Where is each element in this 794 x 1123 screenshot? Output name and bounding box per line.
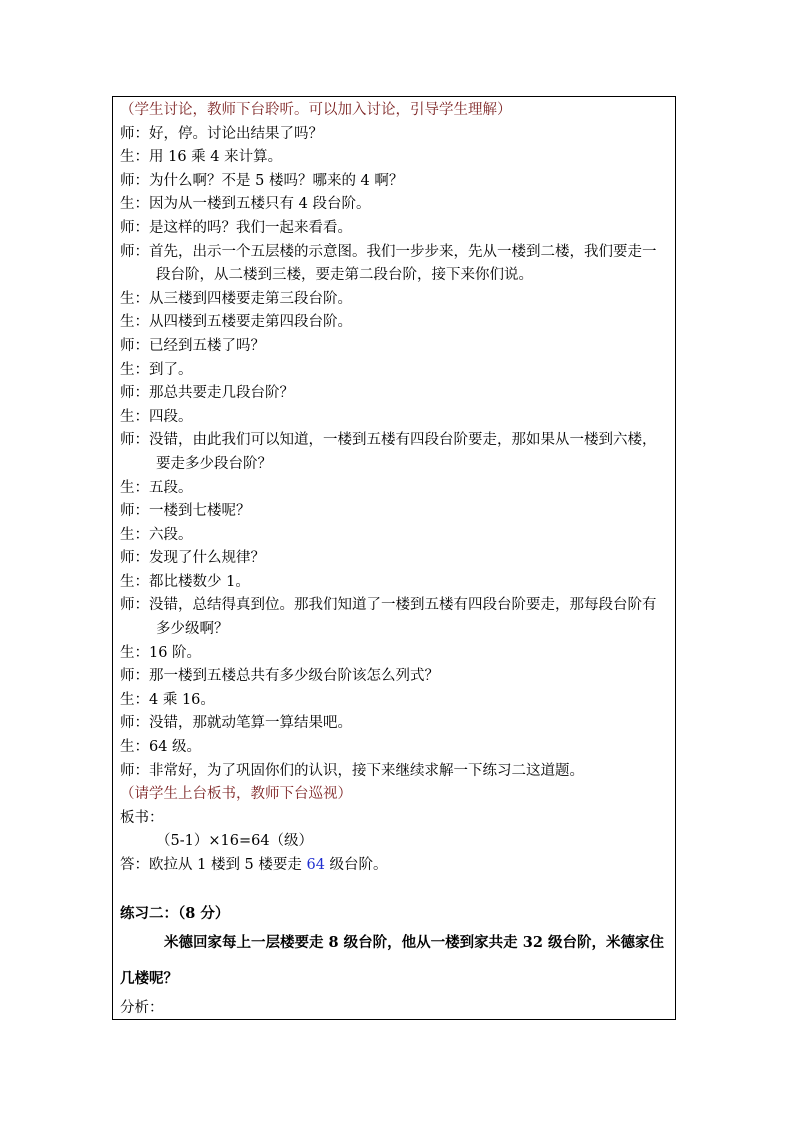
dialogue-line: （5-1）×16=64（级） bbox=[156, 833, 314, 850]
dialogue-line: 生：4 乘 16。 bbox=[120, 691, 215, 708]
dialogue-line: 生：64 级。 bbox=[120, 739, 202, 756]
stage-direction: （学生讨论，教师下台聆听。可以加入讨论，引导学生理解） bbox=[120, 102, 512, 118]
dialogue-line: 师：为什么啊？不是 5 楼吗？哪来的 4 啊？ bbox=[120, 172, 404, 189]
dialogue-line: 师：发现了什么规律？ bbox=[120, 550, 265, 567]
dialogue-line: 生：都比楼数少 1。 bbox=[120, 573, 250, 590]
dialogue-line: 生：从三楼到四楼要走第三段台阶。 bbox=[120, 290, 352, 307]
analysis-label: 分析： bbox=[120, 1000, 164, 1017]
dialogue-line: 师：是这样的吗？我们一起来看看。 bbox=[120, 219, 352, 236]
dialogue-line: 生：四段。 bbox=[120, 408, 193, 425]
dialogue-line: 生：五段。 bbox=[120, 479, 193, 496]
dialogue-line: 生：到了。 bbox=[120, 361, 193, 378]
stage-direction: （请学生上台板书，教师下台巡视） bbox=[120, 786, 352, 803]
dialogue-line: 师：没错，那就动笔算一算结果吧。 bbox=[120, 715, 352, 732]
dialogue-line: 生：从四楼到五楼要走第四段台阶。 bbox=[120, 314, 352, 331]
lesson-content bbox=[120, 99, 669, 1021]
dialogue-line: 师：好，停。讨论出结果了吗？ bbox=[120, 125, 323, 142]
dialogue-line: 师：没错，总结得真到位。那我们知道了一楼到五楼有四段台阶要走，那每段台阶有多少级啊？ bbox=[120, 597, 657, 638]
exercise-problem: 米德回家每上一层楼要走 8 级台阶，他从一楼到家共走 32 级台阶，米德家住几楼呢？ bbox=[120, 934, 664, 988]
dialogue-line: 生：六段。 bbox=[120, 526, 193, 543]
answer-line bbox=[120, 854, 669, 878]
dialogue-line: 师：没错，由此我们可以知道，一楼到五楼有四段台阶要走，那如果从一楼到六楼，要走多少段台阶？ bbox=[120, 432, 657, 472]
dialogue-line: 师：那总共要走几段台阶？ bbox=[120, 385, 294, 402]
answer-suffix: 级台阶。 bbox=[324, 857, 388, 873]
dialogue-line: 板书： bbox=[120, 809, 164, 826]
dialogue-line: 生：用 16 乘 4 来计算。 bbox=[120, 149, 283, 166]
dialogue-list bbox=[120, 99, 669, 854]
dialogue-line: 生：16 阶。 bbox=[120, 644, 202, 661]
dialogue-line: 师：非常好，为了巩固你们的认识，接下来继续求解一下练习二这道题。 bbox=[120, 762, 584, 779]
dialogue-line: 师：那一楼到五楼总共有多少级台阶该怎么列式？ bbox=[120, 668, 439, 685]
answer-number: 64 bbox=[306, 857, 325, 873]
lesson-table-cell bbox=[112, 96, 676, 1020]
dialogue-line: 生：因为从一楼到五楼只有 4 段台阶。 bbox=[120, 196, 371, 213]
answer-prefix: 答：欧拉从 1 楼到 5 楼要走 bbox=[120, 857, 307, 873]
dialogue-line: 师：已经到五楼了吗？ bbox=[120, 337, 265, 354]
dialogue-line: 师：首先，出示一个五层楼的示意图。我们一步步来，先从一楼到二楼，我们要走一段台阶，从二楼到三楼，要走第二段台阶，接下来你们说。 bbox=[120, 243, 657, 284]
exercise-heading: 练习二：（8 分） bbox=[120, 904, 230, 922]
dialogue-line: 师：一楼到七楼呢？ bbox=[120, 503, 251, 520]
